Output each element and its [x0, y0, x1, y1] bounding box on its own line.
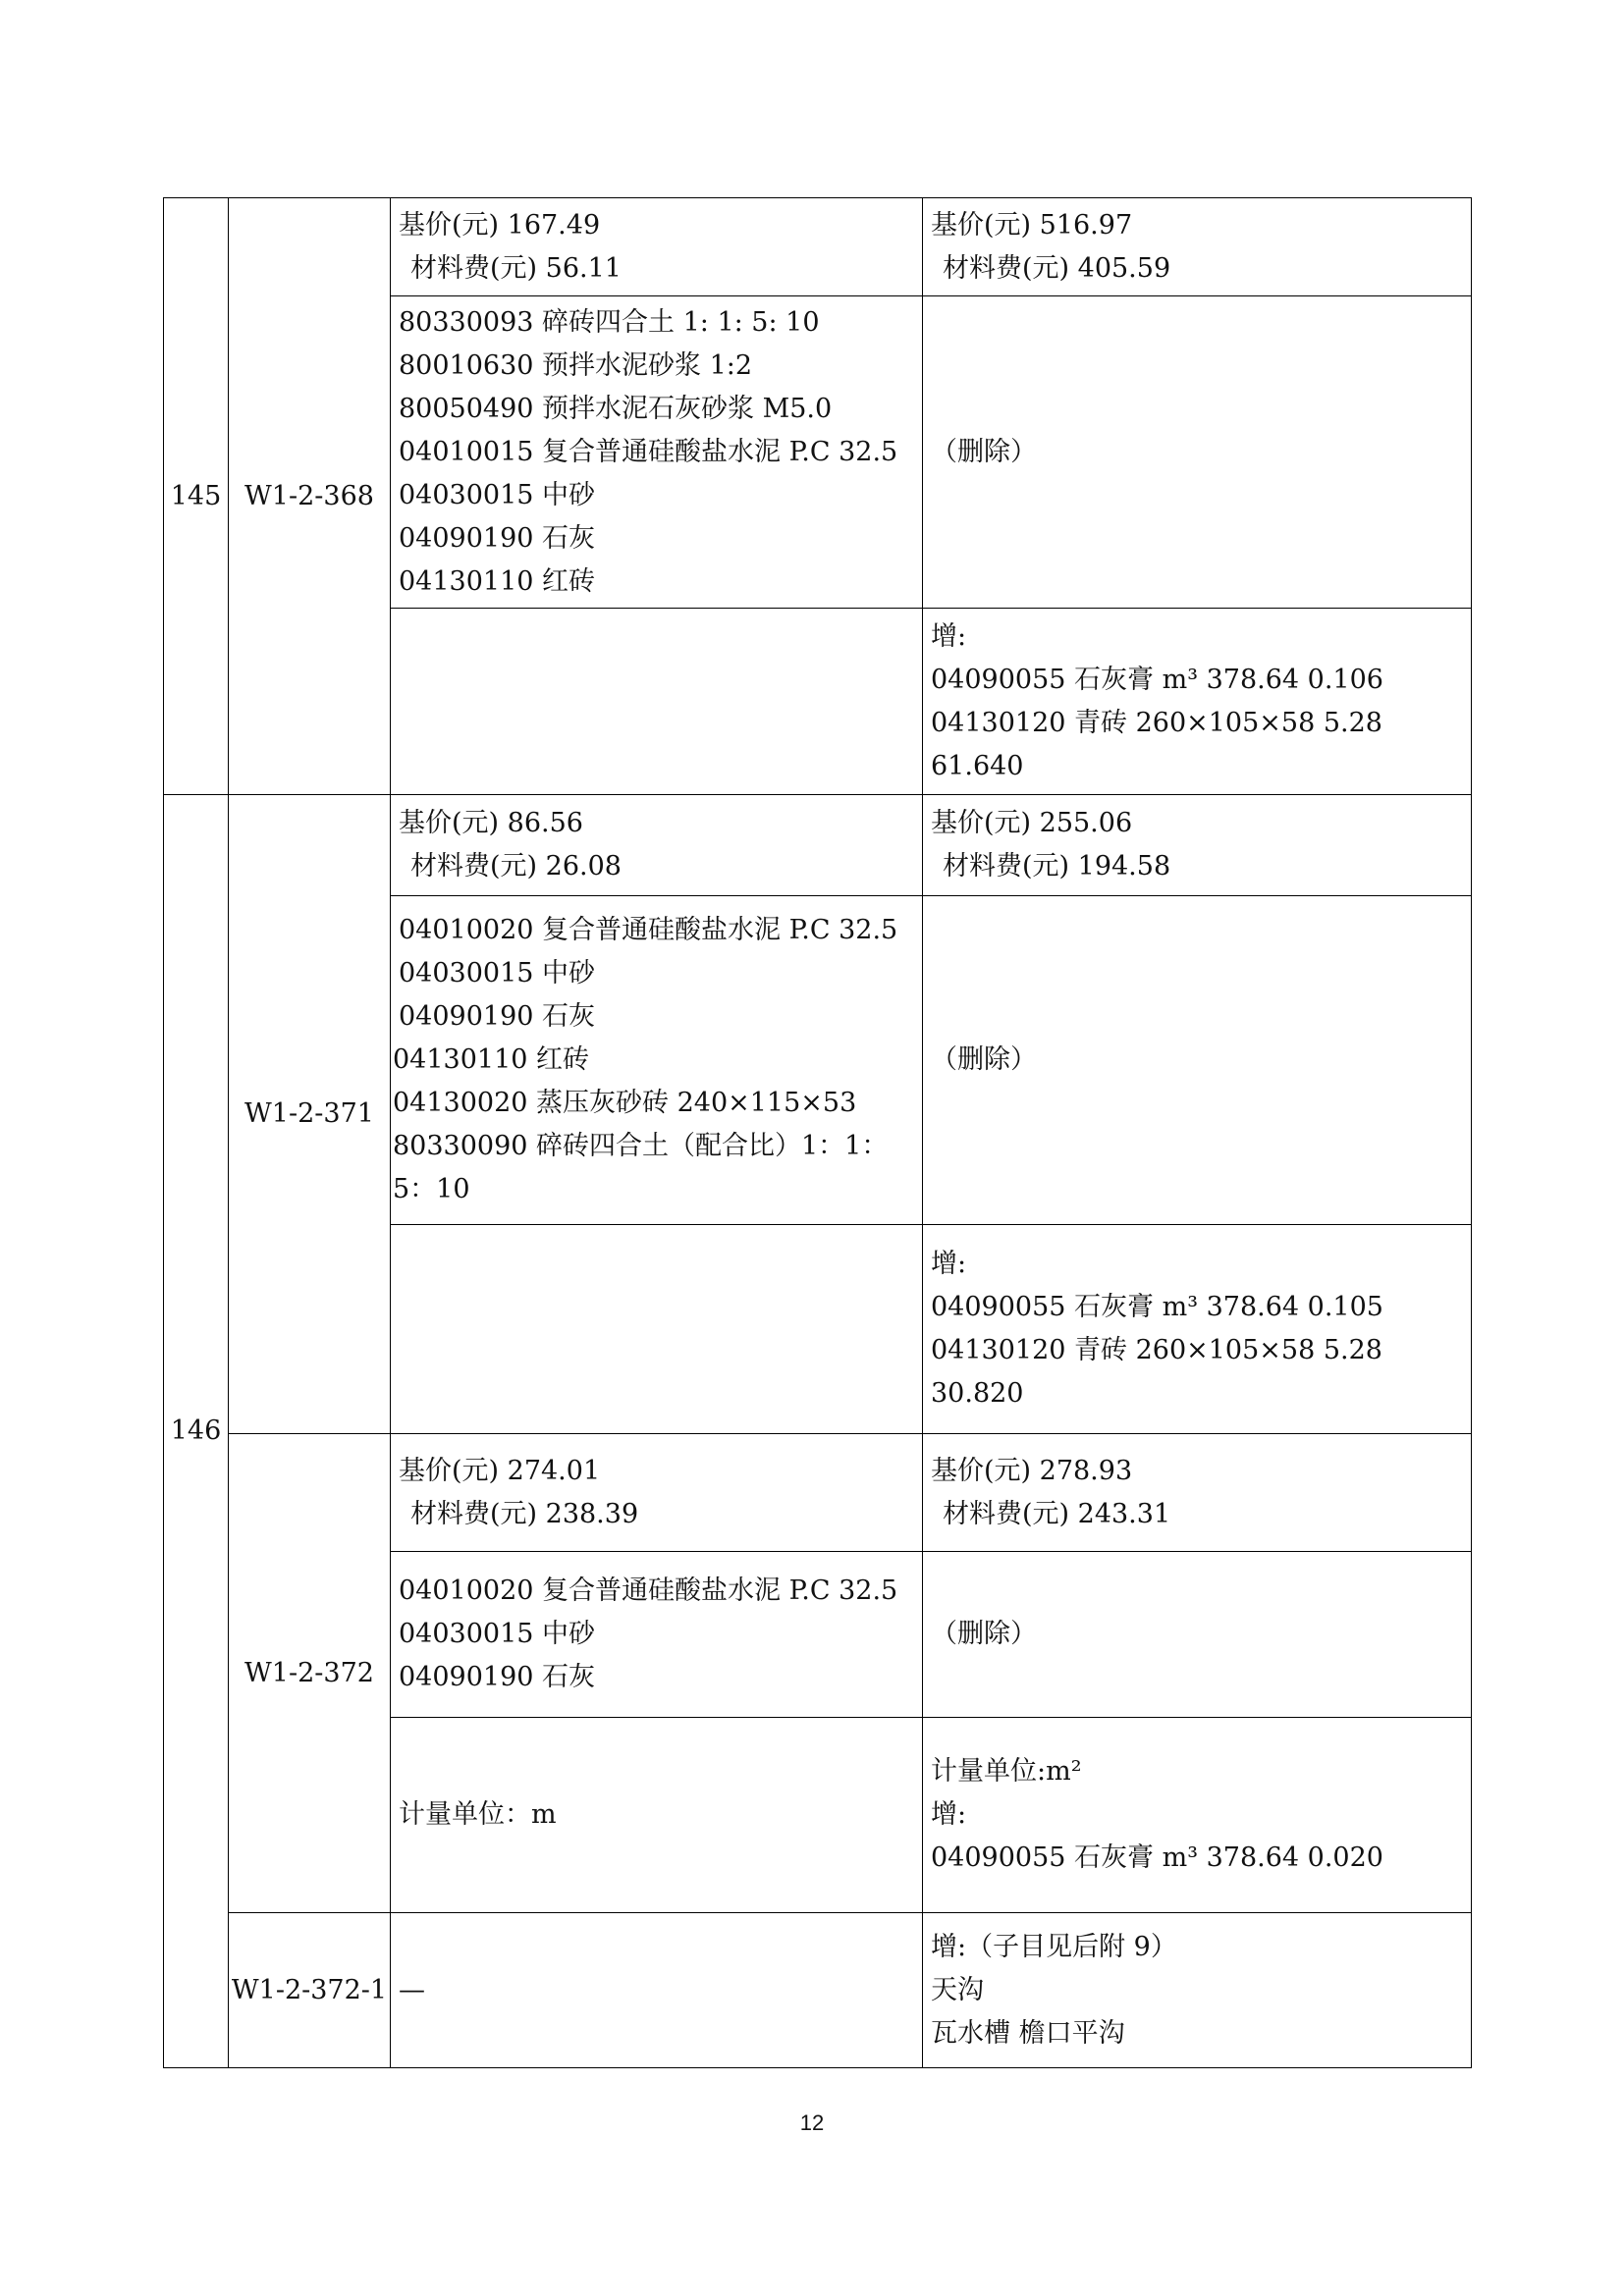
material-line: 04030015 中砂: [399, 1619, 596, 1649]
addition-line: 瓦水槽 檐口平沟: [931, 2017, 1125, 2049]
base-price: 基价(元) 516.97: [931, 209, 1133, 240]
base-price: 基价(元) 167.49: [399, 209, 601, 240]
material-cost: 材料费(元) 238.39: [410, 1498, 639, 1529]
material-cost: 材料费(元) 243.31: [943, 1498, 1171, 1529]
addition-line: 30.820: [931, 1378, 1024, 1409]
item-number: 146: [164, 795, 229, 2068]
original-materials-cell: [391, 896, 923, 1225]
material-line: 04090190 石灰: [399, 1001, 596, 1032]
material-line: 04010020 复合普通硅酸盐水泥 P.C 32.5: [399, 915, 898, 945]
addition-line: 增:: [931, 1249, 967, 1279]
addition-line: 增:（子目见后附 9）: [931, 1931, 1177, 1962]
deletion-note: （删除）: [923, 1552, 1472, 1718]
material-line: 04130110 红砖: [393, 1044, 590, 1075]
revised-price-cell: [923, 1434, 1472, 1552]
unit-line: 计量单位:m²: [931, 1756, 1082, 1787]
table-row: [164, 795, 1472, 896]
material-line: 04090190 石灰: [399, 1662, 596, 1692]
base-price: 基价(元) 255.06: [931, 808, 1133, 838]
original-materials-cell: [391, 296, 923, 609]
additions-cell: [923, 1225, 1472, 1434]
material-line: 04130110 红砖: [399, 565, 596, 597]
addition-line: 04090055 石灰膏 m³ 378.64 0.020: [931, 1842, 1383, 1873]
quota-code: W1-2-371: [229, 795, 391, 1434]
material-cost: 材料费(元) 194.58: [943, 851, 1171, 881]
unit-cell: 计量单位：m: [391, 1718, 923, 1913]
base-price: 基价(元) 278.93: [931, 1455, 1133, 1486]
additions-cell: [923, 1718, 1472, 1913]
material-line: 80050490 预拌水泥石灰砂浆 M5.0: [399, 393, 833, 424]
addition-line: 04130120 青砖 260×105×58 5.28: [931, 707, 1382, 738]
base-price: 基价(元) 274.01: [399, 1455, 601, 1486]
revised-price-cell: [923, 795, 1472, 896]
quota-code: W1-2-372-1: [229, 1913, 391, 2068]
empty-cell: [391, 609, 923, 795]
original-price-cell: [391, 198, 923, 296]
quota-adjustment-table: [163, 197, 1472, 2068]
deletion-note: （删除）: [923, 896, 1472, 1225]
table-row: [164, 198, 1472, 296]
quota-code: W1-2-372: [229, 1434, 391, 1913]
original-materials-cell: [391, 1552, 923, 1718]
dash-cell: —: [391, 1913, 923, 2068]
revised-price-cell: [923, 198, 1472, 296]
page-number: 12: [799, 2110, 825, 2135]
material-cost: 材料费(元) 56.11: [410, 252, 622, 284]
table-row: [164, 1434, 1472, 1552]
original-price-cell: [391, 795, 923, 896]
material-cost: 材料费(元) 405.59: [943, 252, 1171, 284]
material-line: 04010015 复合普通硅酸盐水泥 P.C 32.5: [399, 436, 898, 467]
addition-line: 04130120 青砖 260×105×58 5.28: [931, 1335, 1382, 1365]
material-cost: 材料费(元) 26.08: [410, 851, 622, 881]
material-line: 04010020 复合普通硅酸盐水泥 P.C 32.5: [399, 1575, 898, 1606]
addition-line: 04090055 石灰膏 m³ 378.64 0.106: [931, 664, 1383, 695]
deletion-note: （删除）: [923, 296, 1472, 609]
addition-line: 天沟: [931, 1974, 984, 2005]
addition-line: 增:: [931, 620, 967, 652]
material-line: 04090190 石灰: [399, 522, 596, 554]
material-line: 80330090 碎砖四合土（配合比）1：1：5：10: [393, 1131, 889, 1204]
addition-line: 04090055 石灰膏 m³ 378.64 0.105: [931, 1292, 1383, 1322]
material-line: 04130020 蒸压灰砂砖 240×115×53: [393, 1088, 857, 1118]
additions-cell: [923, 1913, 1472, 2068]
material-line: 04030015 中砂: [399, 958, 596, 988]
quota-code: W1-2-368: [229, 198, 391, 795]
empty-cell: [391, 1225, 923, 1434]
material-line: 04030015 中砂: [399, 479, 596, 510]
additions-cell: [923, 609, 1472, 795]
table-row: [164, 1913, 1472, 2068]
addition-line: 61.640: [931, 750, 1024, 781]
material-line: 80330093 碎砖四合土 1: 1: 5: 10: [399, 306, 820, 338]
addition-line: 增:: [931, 1799, 967, 1830]
item-number: 145: [164, 198, 229, 795]
base-price: 基价(元) 86.56: [399, 808, 583, 838]
original-price-cell: [391, 1434, 923, 1552]
material-line: 80010630 预拌水泥砂浆 1:2: [399, 349, 753, 381]
